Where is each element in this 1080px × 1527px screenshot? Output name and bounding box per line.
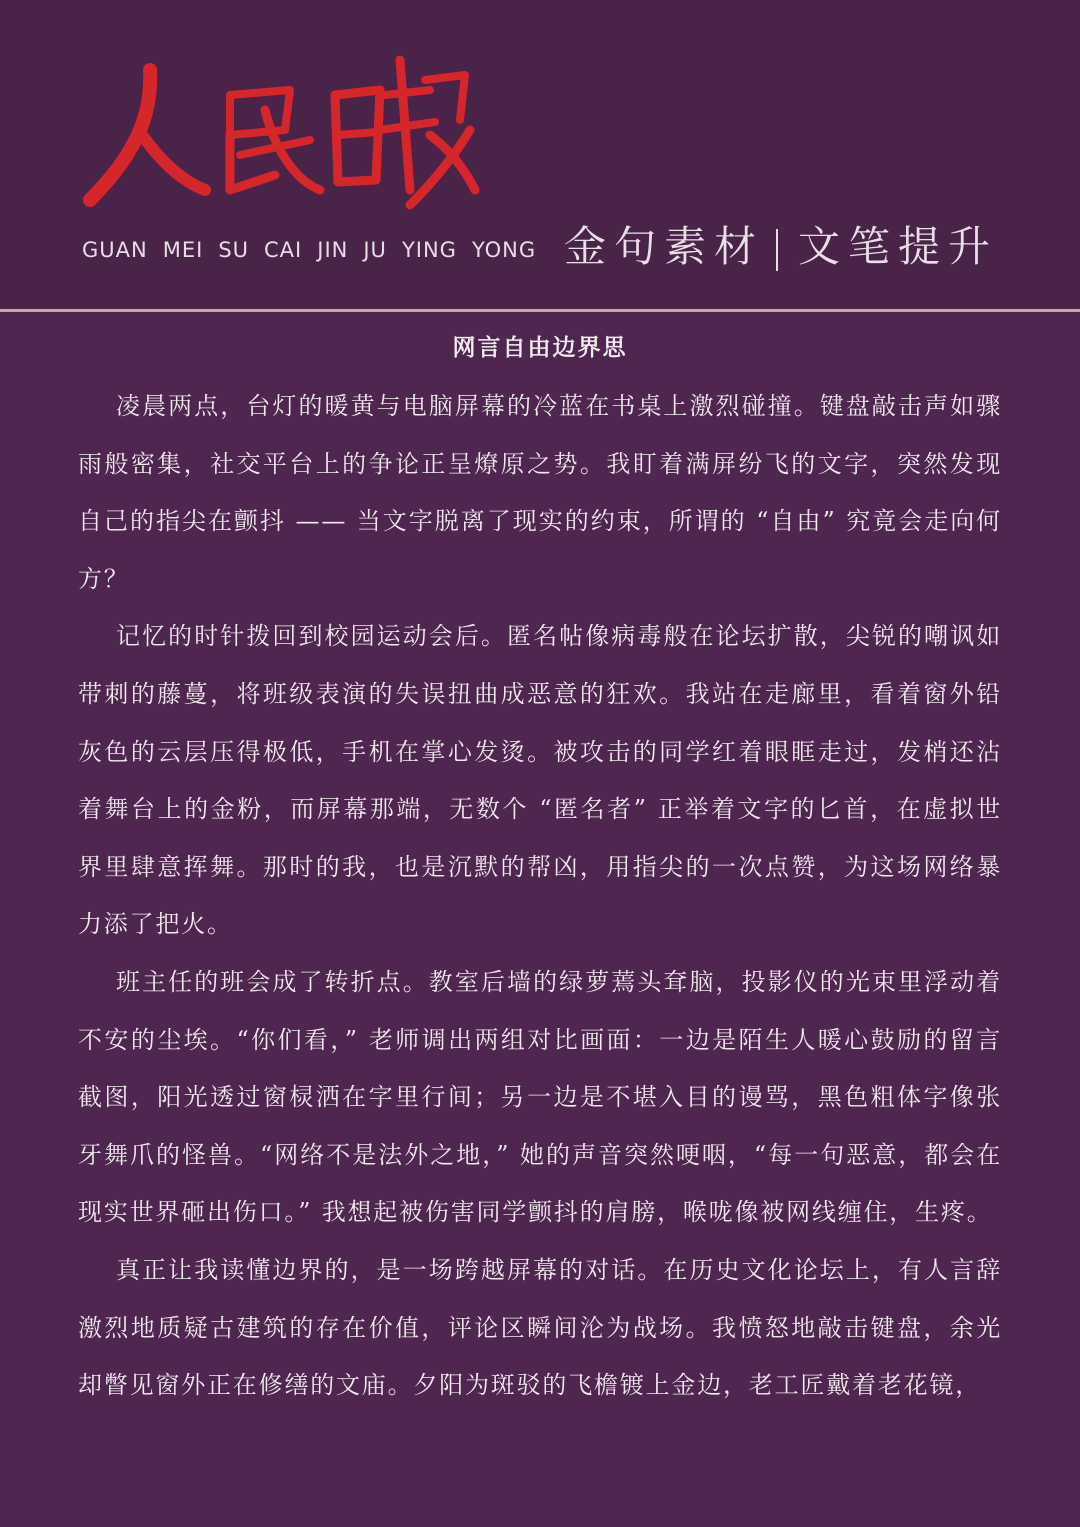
article-paragraph: 班主任的班会成了转折点。教室后墙的绿萝蔫头耷脑，投影仪的光束里浮动着不安的尘埃。“你们看，” 老师调出两组对比画面：一边是陌生人暖心鼓励的留言截图，阳光透过窗棂洒在字里行间；另一边是不堪入目的谩骂，黑色粗体字像张牙舞爪的怪兽。“网络不是法外之地，” 她的声音突然哽咽，“每一句恶意，都会在现实世界砸出伤口。” 我想起被伤害同学颤抖的肩膀，喉咙像被网线缠住，生疼。 [78, 967, 1002, 1227]
pinyin-word: MEI [162, 238, 204, 262]
slogan-left: 金句素材 [563, 222, 764, 271]
pinyin-word: JIN [317, 238, 349, 262]
slogan-right: 文笔提升 [797, 222, 998, 271]
pinyin-word: GUAN [82, 238, 148, 262]
header-banner [0, 0, 1080, 308]
pinyin-word: YING [401, 238, 457, 262]
pinyin-word: JU [363, 238, 387, 262]
article-paragraph: 记忆的时针拨回到校园运动会后。匿名帖像病毒般在论坛扩散，尖锐的嘲讽如带刺的藤蔓，将班级表演的失误扭曲成恶意的狂欢。我站在走廊里，看着窗外铅灰色的云层压得极低，手机在掌心发烫。被攻击的同学红着眼眶走过，发梢还沾着舞台上的金粉，而屏幕那端，无数个 “匿名者” 正举着文字的匕首，在虚拟世界里肆意挥舞。那时的我，也是沉默的帮凶，用指尖的一次点赞，为这场网络暴力添了把火。 [78, 622, 1002, 939]
article-title: 网言自由边界思 [452, 334, 628, 361]
pinyin-word: CAI [264, 238, 303, 262]
article-paragraph: 凌晨两点，台灯的暖黄与电脑屏幕的冷蓝在书桌上激烈碰撞。键盘敲击声如骤雨般密集，社交平台上的争论正呈燎原之势。我盯着满屏纷飞的文字，突然发现自己的指尖在颤抖 —— 当文字脱离了现实的约束，所谓的 “自由” 究竟会走向何方？ [78, 392, 1002, 593]
article-body [78, 330, 1002, 1415]
slogan [564, 214, 998, 274]
people-daily-logo [80, 40, 480, 220]
pinyin-word: SU [218, 238, 250, 262]
pinyin-word: YONG [471, 238, 537, 262]
header-divider [0, 309, 1080, 312]
pinyin-caption [82, 238, 551, 262]
article-paragraph: 真正让我读懂边界的，是一场跨越屏幕的对话。在历史文化论坛上，有人言辞激烈地质疑古建筑的存在价值，评论区瞬间沦为战场。我愤怒地敲击键盘，余光却瞥见窗外正在修缮的文庙。夕阳为斑驳的飞檐镀上金边，老工匠戴着老花镜， [78, 1255, 1002, 1400]
slogan-separator [776, 229, 778, 271]
